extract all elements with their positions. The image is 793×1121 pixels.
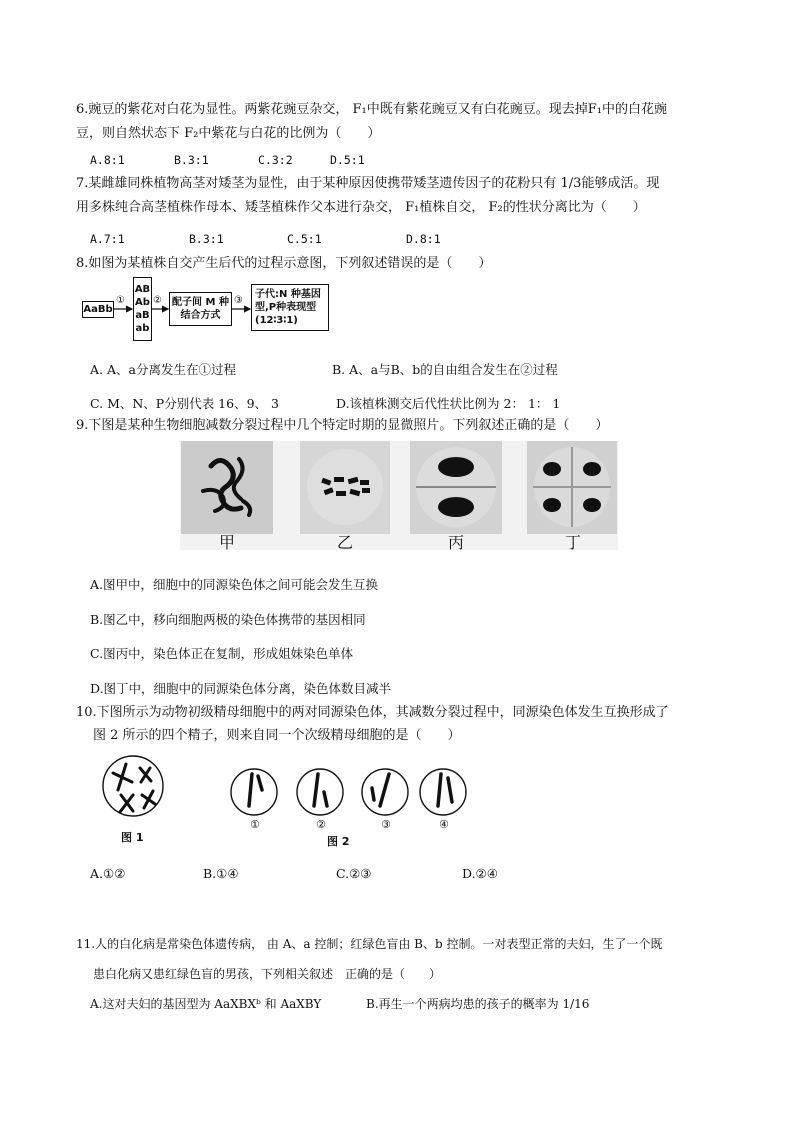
q9-option-a: A.图甲中，细胞中的同源染色体之间可能会发生互换 — [90, 577, 379, 592]
q10-circle-label-1: ① — [250, 818, 260, 831]
q9-label-yi: 乙 — [337, 533, 354, 552]
q9-option-b: B.图乙中，移向细胞两极的染色体携带的基因相同 — [90, 612, 366, 627]
q8-start-genotype: AaBb — [82, 301, 114, 318]
q8-gamete: Ab — [135, 297, 150, 308]
q9-option-c: C.图丙中，染色体正在复制，形成姐妹染色单体 — [90, 646, 354, 661]
q11-option-a: A.这对夫妇的基因型为 AaXBXᵇ 和 AaXBY — [90, 997, 322, 1011]
q10-circle-label-3: ③ — [381, 818, 391, 831]
q10-circle-label-4: ④ — [439, 818, 449, 831]
q8-gamete: ab — [135, 323, 150, 334]
q7-line-1: 7.某雌雄同株植物高茎对矮茎为显性，由于某种原因使携带矮茎遗传因子的花粉只有 1/3能够成活。现 — [76, 176, 660, 191]
q7-option-a: A.7:1 — [90, 232, 125, 246]
q9-stem: 9.下图是某种生物细胞减数分裂过程中几个特定时期的显微照片。下列叙述正确的是（ ） — [76, 418, 609, 433]
q9-photo-ding — [527, 441, 617, 534]
q6-option-c: C.3:2 — [258, 153, 293, 167]
q8-step-1-label: ① — [116, 295, 125, 306]
q10-option-b: B.①④ — [203, 866, 239, 881]
q7-option-b: B.3:1 — [189, 232, 224, 246]
q6-option-a: A.8:1 — [90, 153, 125, 167]
q10-line-2: 图 2 所示的四个精子，则来自同一个次级精母细胞的是（ ） — [93, 728, 461, 743]
q8-option-b: B. A、a与B、b的自由组合发生在②过程 — [332, 362, 558, 377]
q9-label-bing: 丙 — [448, 533, 465, 552]
chromosome-image — [410, 441, 502, 534]
q10-figure-1-caption: 图 1 — [121, 831, 144, 844]
q9-label-ding: 丁 — [565, 533, 582, 552]
q8-offspring-line: (12∶3∶1) — [255, 315, 298, 326]
q8-option-a: A. A、a分离发生在①过程 — [90, 362, 236, 377]
q8-gametes-box — [133, 277, 152, 341]
q7-line-2: 用多株纯合高茎植株作母本、矮茎植株作父本进行杂交， F₁植株自交， F₂的性状分离比为（ ） — [76, 200, 646, 215]
q8-offspring-line: 型,P种表现型 — [255, 302, 317, 313]
chromosome-image — [527, 441, 617, 534]
q8-stem: 8.如图为某植株自交产生后代的过程示意图，下列叙述错误的是（ ） — [76, 256, 492, 271]
q11-line-2: 患白化病又患红绿色盲的男孩，下列相关叙述 正确的是（ ） — [93, 967, 442, 981]
q10-line-1: 10.下图所示为动物初级精母细胞中的两对同源染色体，其减数分裂过程中，同源染色体发生互换形成了 — [76, 705, 669, 720]
q10-circle-label-2: ② — [316, 818, 326, 831]
q8-gamete: AB — [134, 284, 151, 295]
q8-offspring-box — [251, 284, 329, 331]
q8-option-d: D.该植株测交后代性状比例为 2： 1： 1 — [336, 396, 561, 411]
chromosome-image — [181, 441, 273, 534]
q8-option-c: C. M、N、P分别代表 16、9、 3 — [90, 396, 279, 411]
q8-combination-line: 结合方式 — [180, 310, 221, 321]
q11-option-b: B.再生一个两病均患的孩子的概率为 1/16 — [366, 997, 590, 1011]
q6-line-2: 豆，则自然状态下 F₂中紫花与白花的比例为（ ） — [76, 126, 381, 141]
chromosome-image — [300, 441, 390, 534]
q8-combination-box — [169, 292, 232, 326]
q10-option-c: C.②③ — [336, 866, 372, 881]
q9-label-jia: 甲 — [219, 533, 236, 552]
q8-step-3-label: ③ — [234, 295, 243, 306]
q6-line-1: 6.豌豆的紫花对白花为显性。两紫花豌豆杂交， F₁中既有紫花豌豆又有白花豌豆。现去掉F₁中的白花豌 — [76, 102, 667, 117]
q6-option-d: D.5:1 — [330, 153, 365, 167]
q9-photo-jia — [181, 441, 273, 534]
q9-photo-bing — [410, 441, 502, 534]
q6-option-b: B.3:1 — [174, 153, 209, 167]
q10-option-a: A.①② — [90, 866, 126, 881]
q8-step-2-label: ② — [153, 295, 162, 306]
q11-line-1: 11.人的白化病是常染色体遗传病， 由 A、a 控制；红绿色盲由 B、b 控制。一对表型正常的夫妇，生了一个既 — [76, 937, 663, 951]
q8-offspring-line: 子代:N 种基因 — [255, 289, 321, 300]
q8-gamete: aB — [135, 310, 150, 321]
q9-photo-yi — [300, 441, 390, 534]
q7-option-d: D.8:1 — [406, 232, 441, 246]
q10-figure-2-caption: 图 2 — [327, 835, 350, 848]
q8-combination-line: 配子间 M 种 — [172, 297, 229, 308]
q10-option-d: D.②④ — [462, 866, 498, 881]
q9-option-d: D.图丁中，细胞中的同源染色体分离，染色体数目减半 — [90, 681, 392, 696]
q7-option-c: C.5:1 — [287, 232, 322, 246]
